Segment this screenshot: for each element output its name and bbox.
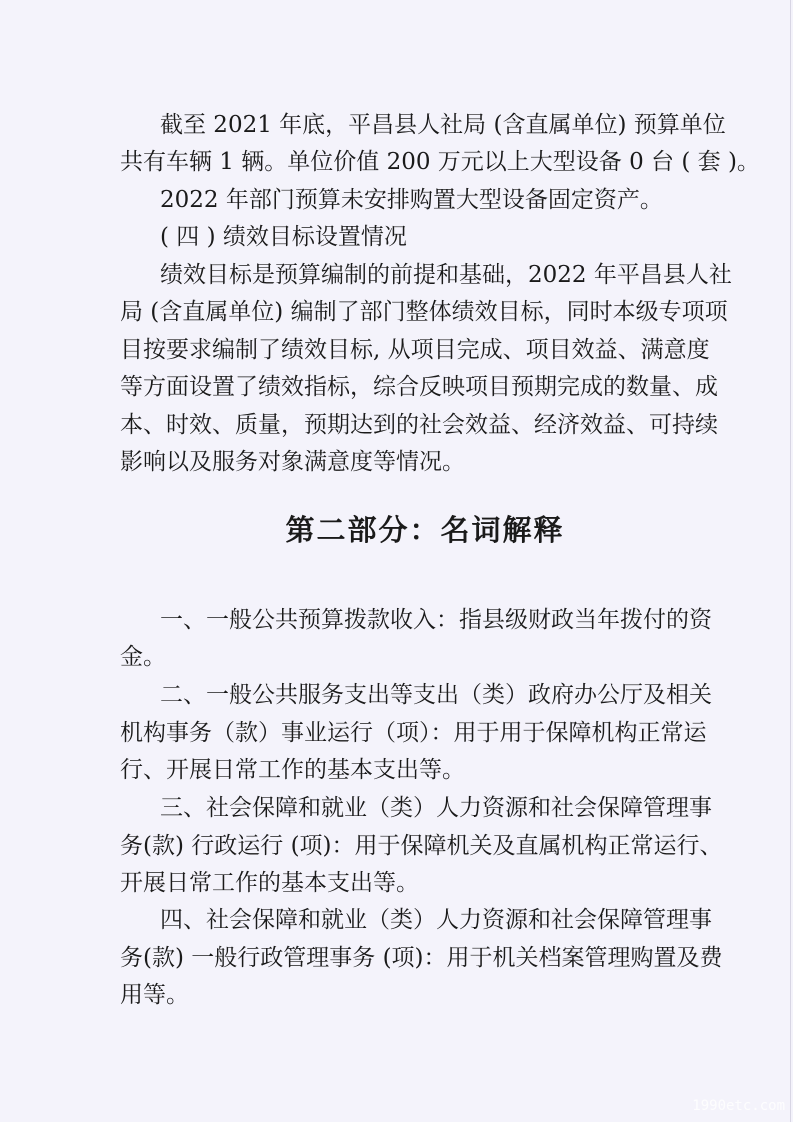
text-line: 三、社会保障和就业（类）人力资源和社会保障管理事 xyxy=(160,795,712,821)
text-line: 用等。 xyxy=(120,982,189,1008)
text-line: 金。 xyxy=(120,644,166,670)
text-line: 四、社会保障和就业（类）人力资源和社会保障管理事 xyxy=(160,907,712,933)
section-heading: 第二部分：名词解释 xyxy=(285,513,565,547)
page-edge xyxy=(790,0,791,1122)
watermark: 1990etc.com xyxy=(692,1098,785,1114)
text-line: 本、时效、质量，预期达到的社会效益、经济效益、可持续 xyxy=(120,412,718,438)
text-line: 目按要求编制了绩效目标, 从项目完成、项目效益、满意度 xyxy=(120,337,710,363)
text-line: 一、一般公共预算拨款收入：指县级财政当年拨付的资 xyxy=(160,607,712,633)
text-line: 截至 2021 年底，平昌县人社局 (含直属单位) 预算单位 xyxy=(160,112,726,138)
text-line: 行、开展日常工作的基本支出等。 xyxy=(120,757,465,783)
text-line: 共有车辆 1 辆。单位价值 200 万元以上大型设备 0 台 ( 套 )。 xyxy=(120,149,760,175)
text-line: 绩效目标是预算编制的前提和基础，2022 年平昌县人社 xyxy=(160,262,732,288)
text-line: 务(款) 行政运行 (项)：用于保障机关及直属机构正常运行、 xyxy=(120,833,723,859)
text-line: 二、一般公共服务支出等支出（类）政府办公厅及相关 xyxy=(160,682,712,708)
subheading: ( 四 ) 绩效目标设置情况 xyxy=(160,224,407,250)
text-line: 等方面设置了绩效指标，综合反映项目预期完成的数量、成 xyxy=(120,374,718,400)
text-line: 局 (含直属单位) 编制了部门整体绩效目标，同时本级专项项 xyxy=(120,299,728,325)
text-line: 开展日常工作的基本支出等。 xyxy=(120,870,419,896)
text-line: 务(款) 一般行政管理事务 (项)：用于机关档案管理购置及费 xyxy=(120,945,723,971)
text-line: 影响以及服务对象满意度等情况。 xyxy=(120,449,465,475)
text-line: 2022 年部门预算未安排购置大型设备固定资产。 xyxy=(160,187,663,213)
text-line: 机构事务（款）事业运行（项）：用于用于保障机构正常运 xyxy=(120,720,707,746)
